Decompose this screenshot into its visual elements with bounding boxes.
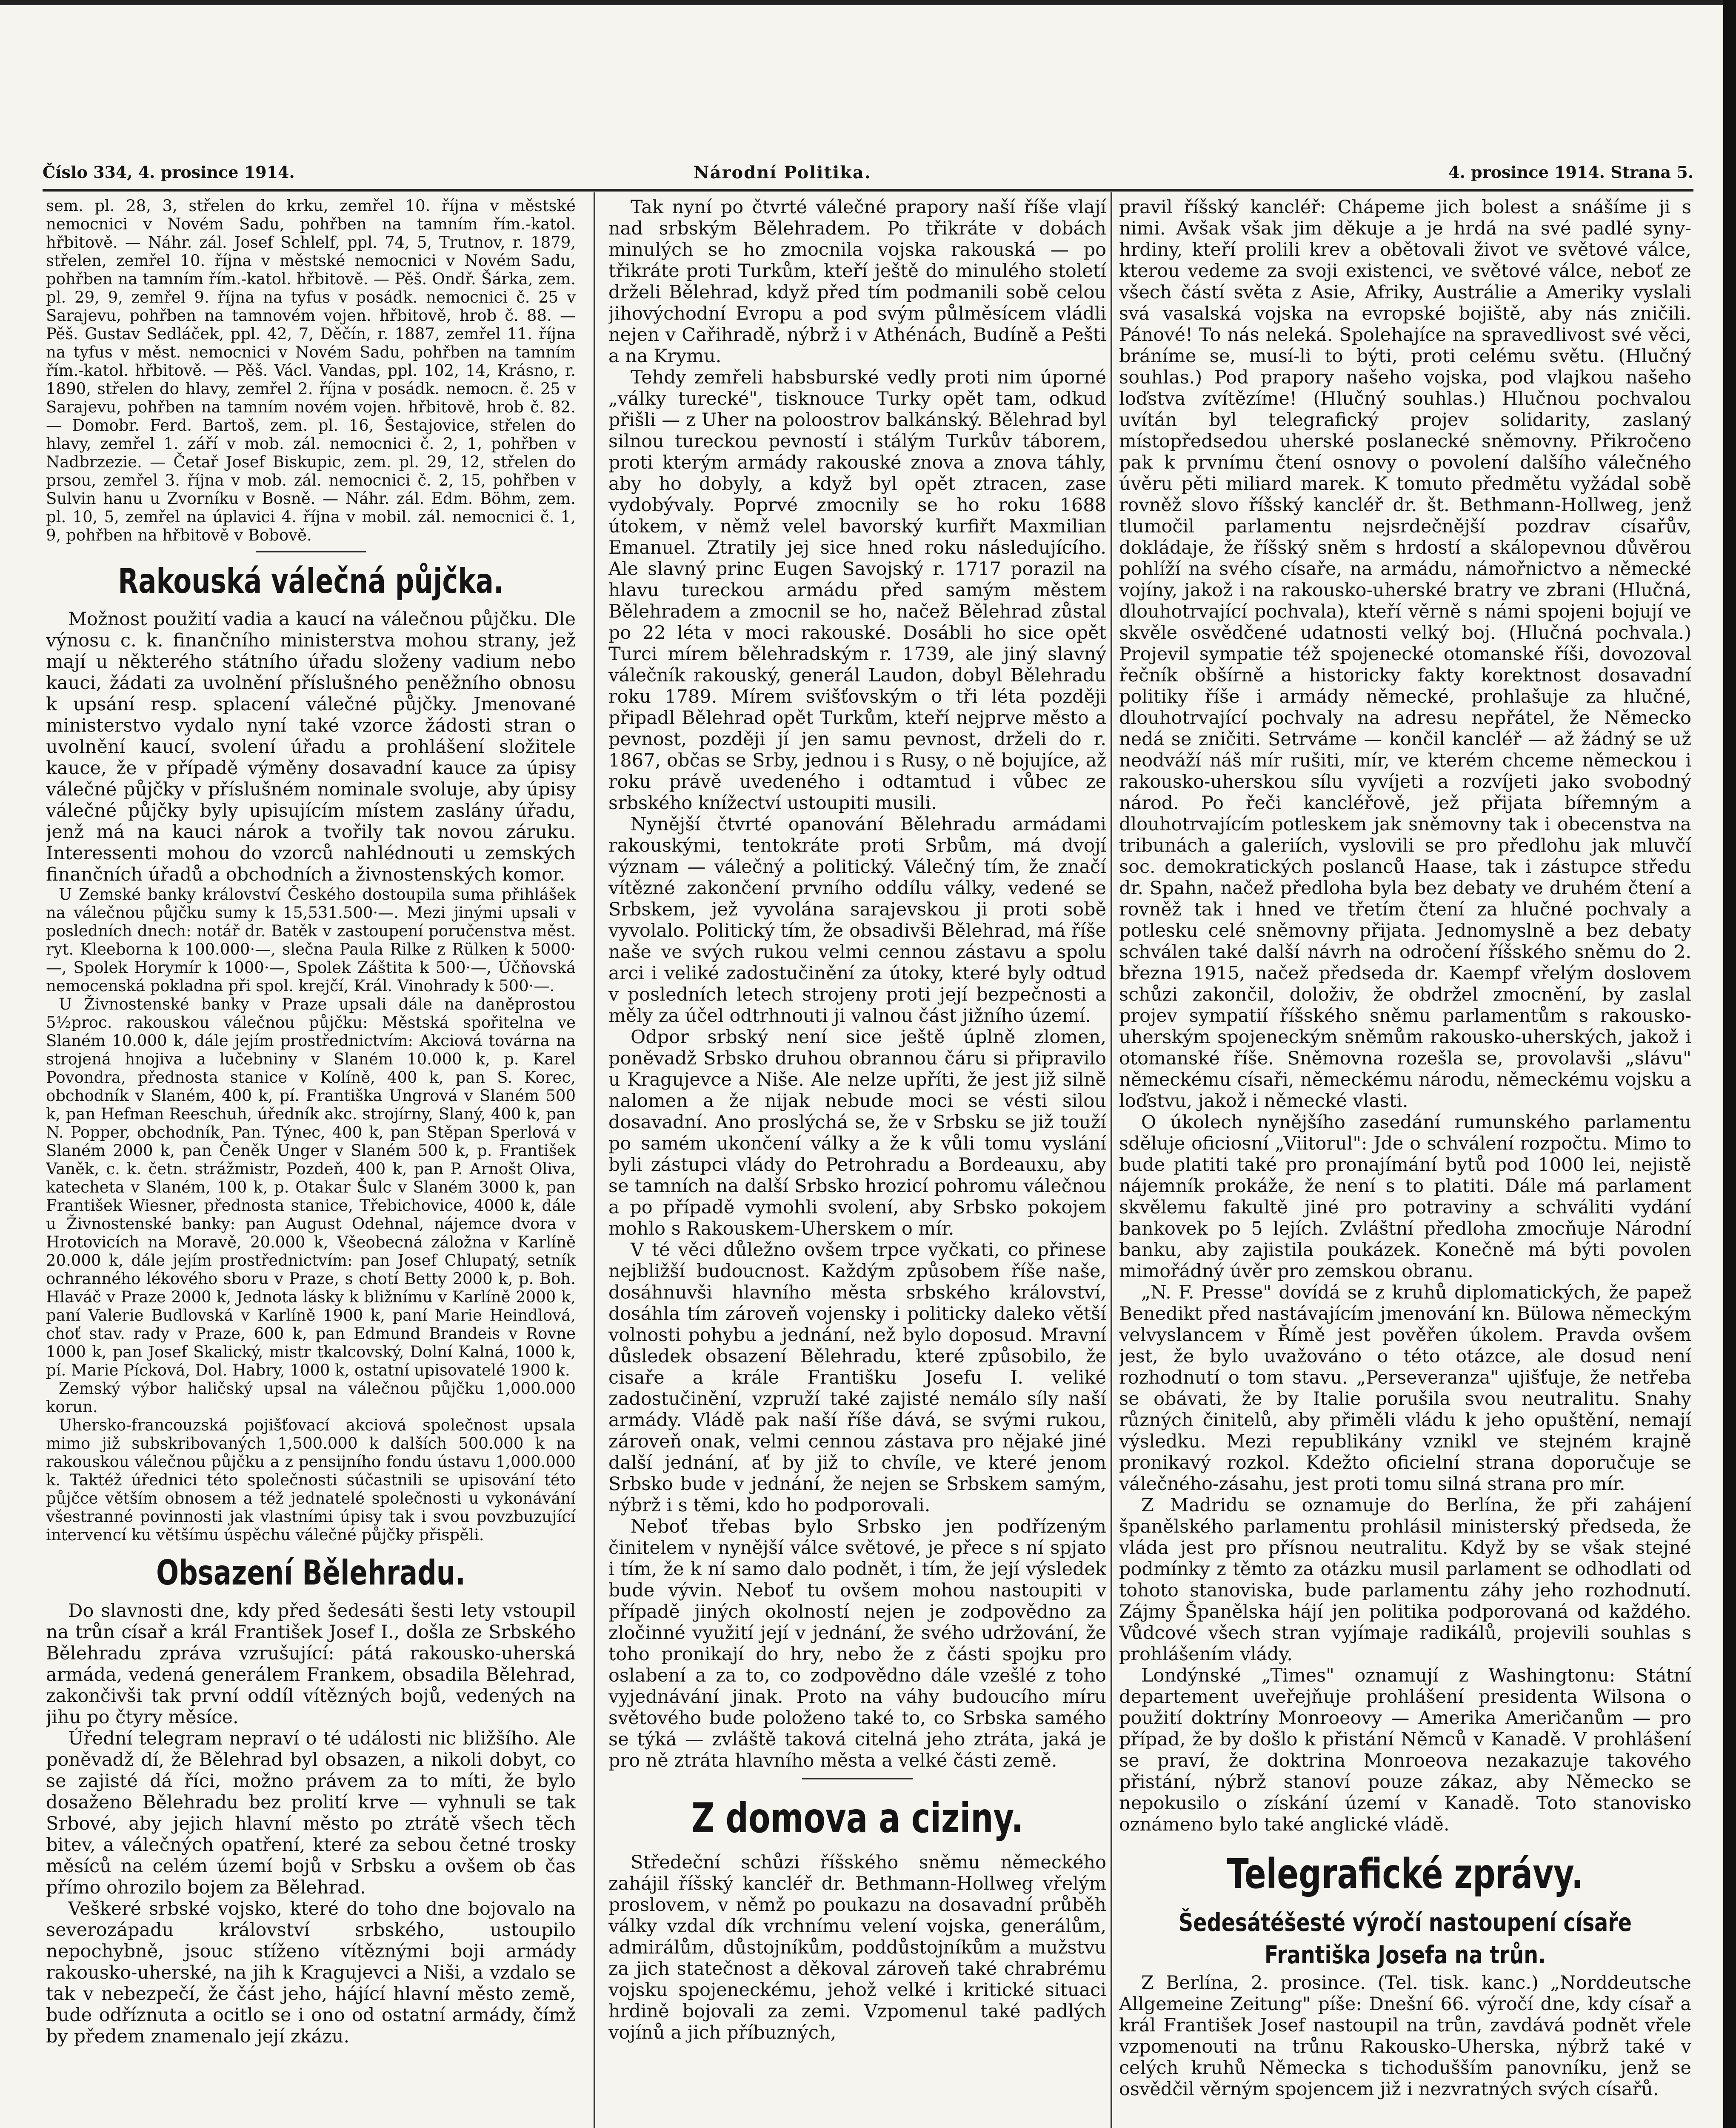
telegraph-subheading: Šedesátéšesté výročí nastoupení císaře [1179, 1908, 1632, 1937]
column-divider-2 [1111, 192, 1112, 2128]
loan-paragraph: Zemský výbor haličský upsal na válečnou půjčku 1,000.000 korun. [46, 1379, 576, 1416]
news-paragraph: Z Madridu se oznamuje do Berlína, že při zahájení španělského parlamentu prohlásil ministerský předseda, že vláda jest pro přísnou neutralitu. Když by se však stejné podmínky z těmto za otázku musil parlament se odhodlati od tohoto stanoviska, bude parlamentu záhy jeho rozhodnutí. Zájmy Španělska hájí jen politika podporovaná od každého. Vůdcové všech stran vyjímaje radikálů, projevili souhlas s prohlášením vlády. [1119, 1495, 1691, 1665]
belgrade-heading: Obsazení Bělehradu. [156, 1553, 465, 1593]
loan-paragraph: U Živnostenské banky v Praze upsali dále na daněprostou 5½proc. rakouskou válečnou půjčku: Městská spořitelna ve Slaném 10.000 k, dále jejím prostřednictvím: Akciová továrna na strojená hnojiva a lučebniny v Slaném 10.000 k, p. Karel Povondra, přednosta stanice v Kolíně, 400 k, pan S. Korec, obchodník v Slaném, 400 k, pí. Františka Ungrová v Slaném 500 k, pan Hefman Reeschuh, úředník akc. strojírny, Slaný, 400 k, pan N. Popper, obchodník, Pan. Týnec, 400 k, pan Stěpan Sperlová v Slaném 2000 k, pan Čeněk Unger v Slaném 500 k, p. František Vaněk, c. k. četn. strážmistr, Pozdeň, 400 k, pan P. Arnošt Oliva, katecheta v Slaném, 100 k, p. Otakar Šulc v Slaném 3000 k, pan František Wiesner, přednosta stanice, Třebichovice, 4000 k, dále u Živnostenské banky: pan August Odehnal, nájemce dvora v Hrotovicích na Moravě, 20.000 k, Všeobecná záložna v Karlíně 20.000 k, dále jejím prostřednictvím: pan Josef Chlupatý, setník ochranného lékového sboru v Praze, s chotí Betty 2000 k, p. Boh. Hlaváč v Praze 2000 k, Jednota lásky k bližnímu v Karlíně 2000 k, paní Valerie Budlovská v Karlíně 1900 k, paní Marie Heindlová, choť stav. rady v Praze, 600 k, pan Edmund Brandeis v Rovne 1000 k, pan Josef Skalický, mistr tkalcovský, Dolní Kalná, 1000 k, pí. Marie Pícková, Dol. Habry, 1000 k, ostatní upisovatelé 1900 k. [46, 995, 576, 1379]
belgrade-paragraph: Do slavnosti dne, kdy před šedesáti šesti lety vstoupil na trůn císař a král František Josef I., došla ze Srbského Bělehradu zpráva vzrušující: pátá rakousko-uherská armáda, vedená generálem Frankem, obsadila Bělehrad, zakončivši tak první oddíl vítězných bojů, vedených na jihu po čtyry měsíce. [46, 1600, 576, 1728]
header-rule [43, 189, 1693, 192]
obituary-list [46, 197, 576, 544]
column-divider-1 [594, 192, 595, 2128]
telegraph-subheading: Františka Josefa na trůn. [1264, 1940, 1546, 1969]
telegraph-paragraph: Z Berlína, 2. prosince. (Tel. tisk. kanc.) „Norddeutsche Allgemeine Zeitung" píše: Dnešní 66. výročí dne, kdy císař a král František Josef nastoupil na trůn, zavdává podnět vřele vzpomenouti na trůnu Rakousko-Uherska, nýbrž také v celých kruhů Německa s tichodušším panovníku, jenž se osvědčil věrným spojencem již i nezvratných svých císařů. [1119, 1972, 1691, 2100]
news-paragraph: pravil říšský kancléř: Chápeme jich bolest a snášíme ji s nimi. Avšak však jim děkuje a je hrdá na své padlé syny-hrdiny, kteří prolili krev a obětovali život ve světové válce, kterou vedeme za svoji existenci, ve světové válce, neboť ze všech částí světa z Asie, Afriky, Austrálie a Ameriky vyslali svá vasalská vojska na evropské bojiště, aby nás zničili. Pánové! To nás neleká. Spolehajíce na spravedlivost své věci, bráníme se, musí-li to býti, proti celému světu. (Hlučný souhlas.) Pod prapory našeho vojska, pod vlajkou našeho loďstva zvítězíme! (Hlučný souhlas.) Hlučnou pochvalou uvítán byl telegrafický projev solidarity, zaslaný místopředsedou uherské poslanecké sněmovny. Přikročeno pak k prvnímu čtení osnovy o povolení dalšího válečného úvěru pěti miliard marek. K tomuto předmětu vyžádal sobě rovněž slovo říšský kancléř dr. št. Bethmann-Hollweg, jenž tlumočil parlamentu nejsrdečnější pozdrav císařův, dokládaje, že říšský sněm s hrdostí a skálopevnou důvěrou pohlíží na svého císaře, na armádu, námořnictvo a německé vojíny, jakož i na rakousko-uherské bratry ve zbrani (Hlučná, dlouhotrvající pochvala), kteří věrně s námi spojeni bojují ve skvěle osvědčené udatnosti velký boj. (Hlučná pochvala.) Projevil sympatie též spojenecké otomanské říši, dovozoval řečník obšírně a historicky fakty korektnost dosavadní politiky říše i armády německé, prohlašuje za hlučné, dlouhotrvající pochvaly na adresu nepřátel, že Německo nedá se zničiti. Setrváme — končil kancléř — až žádný se už neodváží náš mír rušiti, mír, ve kterém chceme německou i rakousko-uherskou sílu vyvíjeti a rozvíjeti jako svobodný národ. Po řeči kancléřově, jež přijata bířemným a dlouhotrvajícím potleskem jak sněmovny tak i obecenstva na tribunách a galeriích, vyslovili se pro předlohu jak mluvčí soc. demokratických poslanců Haase, tak i zástupce středu dr. Spahn, načež předloha byla bez debaty ve druhém čtení a rovněž tak i hned ve třetím čtení za hlučné pochvaly a potlesku celé sněmovny přijata. Jednomyslně a bez debaty schválen také další návrh na odročení říšského sněmu do 2. března 1915, načež předseda dr. Kaempf vřelým doslovem schůzi zakončil, doloživ, že obdržel zmocnění, by zaslal projev sympatií říšského sněmu parlamentům s rakousko-uherským spojeneckým sněmům rakousko-uherských, jakož i otomanské říše. Sněmovna rozešla se, provolavši „slávu" německému císaři, německému národu, německému vojsku a loďstvu, jakož i německé vlasti. [1119, 197, 1691, 1112]
loan-paragraph: Možnost použití vadia a kaucí na válečnou půjčku. Dle výnosu c. k. finančního ministerstva mohou strany, jež mají u některého státního úřadu složeny vadium nebo kauci, žádati za uvolnění příslušného peněžního obnosu k upsání resp. splacení válečné půjčky. Jmenované ministerstvo vydalo nyní také vzorce žádosti stran o uvolnění kaucí, svolení úřadu a prohlášení složitele kauce, že v případě výměny dosavadní kauce za úpisy válečné půjčky v příslušném nominale svoluje, aby úpisy válečné půjčky byly upisujícím místem zaslány úřadu, jenž má na kauci nárok a tvořily tak novou záruku. Interessenti mohou do vzorců nahlédnouti u zemských finančních úřadů a obchodních a živnostenských komor. [46, 609, 576, 885]
news-paragraph: O úkolech nynějšího zasedání rumunského parlamentu sděluje oficiosní „Viitorul": Jde o schválení rozpočtu. Mimo to bude platiti také pro pronajímání bytů pod 1000 lei, nejistě nájemník prokáže, že není s to platiti. Dále má parlament skvělemu fakultě jiné pro potraviny a schváliti vydání bankovek po 5 lejích. Zvláštní předloha zmocňuje Národní banku, aby zajistila poukázek. Konečně má býti povolen mimořádný úvěr pro zemskou obranu. [1119, 1112, 1691, 1282]
news-paragraph: Středeční schůzi říšského sněmu německého zahájil říšský kancléř dr. Bethmann-Hollweg vřelým proslovem, v němž po poukazu na dosavadní průběh války vzdal dík vrchnímu velení vojska, generálům, admirálům, důstojníkům, poddůstojníkům a mužstvu za jich statečnost a děkoval zároveň také chrabrému vojsku spojeneckému, jehož velké i kritické situaci hrdině bojovali za zemi. Vzpomenul také padlých vojínů a jich příbuzných, [608, 1852, 1106, 2043]
war-loan-heading: Rakouská válečná půjčka. [118, 561, 504, 601]
issue-number: Číslo 334, 4. prosince 1914. [43, 163, 295, 182]
section-rule [802, 1778, 913, 1779]
section-rule [256, 551, 366, 552]
page-date-number: 4. prosince 1914. Strana 5. [1448, 163, 1693, 182]
belgrade-paragraph: Veškeré srbské vojsko, které do toho dne bojovalo na severozápadu království srbského, ustoupilo nepochybně, jsouc stíženo vítěznými boji armády rakousko-uherské, na jih k Kragujevci a Niši, a vzdalo se tak v nebezpečí, že část jeho, hájící hlavní město země, bude odříznuta a ocitlo se i ono od ostatní armády, čímž by předem znamenalo její zkázu. [46, 1898, 576, 2047]
home-abroad-heading: Z domova a ciziny. [691, 1794, 1023, 1842]
loan-paragraph: U Zemské banky království Českého dostoupila suma přihlášek na válečnou půjčku sumy k 15,531.500·—. Mezi jinými upsali v posledních dnech: notář dr. Batěk v zastoupení poručenstva měst. ryt. Kleeborna k 100.000·—, slečna Paula Rilke z Rülken k 5000·—, Spolek Horymír k 1000·—, Spolek Záštita k 500·—, Účňovská nemocenská pokladna při spol. krejčí, Král. Vinohrady k 500·—. [46, 885, 576, 995]
belgrade-paragraph: Úřední telegram nepraví o té události nic bližšího. Ale poněvadž dí, že Bělehrad byl obsazen, a nikoli dobyt, co se zajisté dá říci, možno právem za to míti, že bylo dosaženo Bělehradu bez prolití krve — vyhnuli se tak Srbové, aby jejich hlavní město po ztrátě všech těch bitev, a válečných opatření, které za sebou četné trosky měsíců na celém území bojů v Srbsku a ovšem ob čas přímo ohrozilo bojem za Bělehrad. [46, 1728, 576, 1898]
loan-paragraph: Uhersko-francouzská pojišťovací akciová společnost upsala mimo již subskribovaných 1,500.000 k dalších 500.000 k na rakouskou válečnou půjčku a z pensijního fondu ústavu 1,000.000 k. Taktéž úřednici této společnosti súčastnili se upisování této půjčce větším obnosem a též jednatelé společnosti u vykonávání všestranné povinnosti jak vlastními úpisy tak i svou povzbuzující intervencí ku většímu úspěchu válečné půjčky přispěli. [46, 1416, 576, 1544]
page-header [43, 163, 1693, 188]
article-paragraph: Odpor srbský není sice ještě úplně zlomen, poněvadž Srbsko druhou obrannou čáru si připravilo u Kragujevce a Niše. Ale nelze upříti, že jest již silně nalomen a že nijak nebude moci se vésti silou dosavadní. Ano proslýchá se, že v Srbsku se již touží po samém ukončení války a že k vůli tomu vyslání byli zástupci vlády do Petrohradu a Bordeauxu, aby se tamních na další Srbsko hrozicí pohromu válečnou a po případě vymohli svolení, aby Srbsko pokojem mohlo s Rakouskem-Uherskem o mír. [608, 1027, 1106, 1239]
article-paragraph: Tehdy zemřeli habsburské vedly proti nim úporné „války turecké", tisknouce Turky opět tam, odkud přišli — z Uher na poloostrov balkánský. Bělehrad byl silnou tureckou pevností i stálým Turkův táborem, proti kterým armády rakouské znova a znova táhly, aby ho dobyly, a když byl opět ztracen, zase vydobývaly. Poprvé zmocnily se ho roku 1688 útokem, v němž velel bavorský kurfiřt Maxmilian Emanuel. Ztratily jej sice hned roku následujícího. Ale slavný princ Eugen Savojský r. 1717 porazil na hlavu tureckou armádu před samým městem Bělehradem a zmocnil se ho, načež Bělehrad zůstal po 22 léta v moci rakouské. Dosábli ho sice opět Turci mírem bělehradským r. 1739, ale jiný slavný válečník rakouský, generál Laudon, dobyl Bělehradu roku 1789. Mírem svišťovským o tři léta později připadl Bělehrad opět Turkům, kteří nejprve město a pevnost, později jí jen samu pevnost, drželi do r. 1867, občas se Srby, jednou i s Rusy, o ně bojujíce, až roku právě uvedeného i odtamtud i vůbec ze srbského knížectví ustoupiti musili. [608, 367, 1106, 814]
loan-subscriptions [46, 885, 576, 1544]
scan-right-edge [1723, 0, 1736, 2128]
column-2 [608, 197, 1106, 2128]
article-paragraph: Neboť třebas bylo Srbsko jen podřízeným činitelem v nynější válce světové, je přece s ní spjato i tím, že k ní samo dalo podnět, i tím, že její výsledek bude vývin. Neboť tu ovšem mohou nastoupiti v případě jiných okolností nejen je zodpovědno za zločinné využití její v jednání, že svého udržování, že toho pronikají do hry, nebo že z části spojku pro oslabení a za to, co zodpovědno dále vzešlé z toho vyjednávání jinak. Proto na váhy budoucího míru světového bude položeno také to, co Srbska samého se týká — zvláště taková citelná jeho ztráta, jaká je pro ně ztráta hlavního města a velké části země. [608, 1516, 1106, 1771]
news-paragraph: Londýnské „Times" oznamují z Washingtonu: Státní departement uveřejňuje prohlášení presidenta Wilsona o použití doktríny Monroeovy — Amerika Američanům — pro případ, že by došlo k přistání Němců v Kanadě. V prohlášení se praví, že doktrina Monroeova nezakazuje takového přistání, nýbrž stanoví pouze zákaz, aby Německo se nepokusilo o získání území v Kanadě. Toto stanovisko oznámeno bylo také anglické vládě. [1119, 1665, 1691, 1835]
news-paragraph: „N. F. Presse" dovídá se z kruhů diplomatických, že papež Benedikt před nastávajícím jmenování kn. Bülowa německým velvyslancem v Římě jest pověřen úkolem. Pravda ovšem jest, že bylo uvažováno o této otázce, ale dosud není rozhodnutí o tom stavu. „Perseveranza" ujišťuje, že netřeba se obávati, že by Italie porušila svou neutralitu. Snahy různých činitelů, aby přiměli vládu k jeho opuštění, nemají výsledku. Mezi republikány vznikl ve stejném krajně pronikavý rozkol. Kdežto oficielní strana doporučuje se válečného-zásahu, jest proti tomu silná strana pro mír. [1119, 1282, 1691, 1495]
article-paragraph: Tak nyní po čtvrté válečné prapory naší říše vlají nad srbským Bělehradem. Po třikráte v dobách minulých se ho zmocnila vojska rakouská — po třikráte proti Turkům, kteří ještě do minulého století drželi Bělehrad, když před tím podmanili sobě celou jihovýchodní Evropu a pod svým půlměsícem vládli nejen v Cařihradě, nýbrž i v Athénách, Budíně a Pešti a na Krymu. [608, 197, 1106, 367]
column-3 [1119, 197, 1691, 2128]
article-paragraph: Nynější čtvrté opanování Bělehradu armádami rakouskými, tentokráte proti Srbům, má dvojí význam — válečný a politický. Válečný tím, že značí vítězné zakončení prvního oddílu války, vedené se Srbskem, jež vyvolána sarajevskou ji proti sobě vyvolalo. Politický tím, že obsadivši Bělehrad, má říše naše ve svých rukou velmi cennou zástavu a spolu arci i veliké zadostučinění za útoky, které byly odtud v posledních letech strojeny proti její bezpečnosti a měly za účel odtrhnouti ji valnou část jižního území. [608, 814, 1106, 1027]
telegraph-heading: Telegrafické zprávy. [1227, 1850, 1584, 1898]
article-paragraph: V té věci důležno ovšem trpce vyčkati, co přinese nejbližší budoucnost. Každým způsobem říše naše, dosáhnuvši hlavního města srbského království, dosáhla tím zároveň vojensky i politicky daleko větší volnosti pohybu a jednání, než bylo doposud. Mravní důsledek obsazení Bělehradu, které způsobilo, že cisaře a krále Františku Josefu I. veliké zadostučinění, vzpruží také zajisté nemálo síly naší armády. Vládě pak naší říše dává, se svými rukou, zároveň onak, velmi cennou zástava pro nějaké jiné další jednání, ať by již to chvíle, ve které jenom Srbsko bude v jednání, že nejen se Srbskem samým, nýbrž i s těmi, kdo ho podporovali. [608, 1239, 1106, 1516]
obituary-text: sem. pl. 28, 3, střelen do krku, zemřel 10. října v městské nemocnici v Novém Sadu, pohřben na tamním řím.-katol. hřbitově. — Náhr. zál. Josef Schlelf, ppl. 74, 5, Trutnov, r. 1879, střelen, zemřel 10. října v městské nemocnici v Novém Sadu, pohřben na tamním řím.-katol. hřbitově. — Pěš. Ondř. Šárka, zem. pl. 29, 9, zemřel 9. října na tyfus v posádk. nemocnici č. 25 v Sarajevu, pohřben na tamnovém vojen. hřbitově, hrob č. 88. — Pěš. Gustav Sedláček, ppl. 42, 7, Děčín, r. 1887, zemřel 11. října na tyfus v měst. nemocnici v Novém Sadu, pohřben na tamním řím.-katol. hřbitově. — Pěš. Václ. Vandas, ppl. 102, 14, Krásno, r. 1890, střelen do hlavy, zemřel 2. října v posádk. nemocn. č. 25 v Sarajevu, pohřben na tamním novém vojen. hřbitově, hrob č. 82. — Domobr. Ferd. Bartoš, zem. pl. 16, Šestajovice, střelen do hlavy, zemřel 1. září v mob. zál. nemocnici č. 2, 1, pohřben v Nadbrzezie. — Četař Josef Biskupic, zem. pl. 29, 12, střelen do prsou, zemřel 3. října v mob. zál. nemocnici č. 2, 15, pohřben v Sulvin hanu u Zvorníku v Bosně. — Náhr. zál. Edm. Böhm, zem. pl. 10, 5, zemřel na úplavici 4. října v mobil. zál. nemocnici č. 1, 9, pohřben na hřbitově v Bobově. [46, 197, 576, 544]
masthead-title: Národní Politika. [694, 163, 871, 183]
scan-top-edge [0, 0, 1736, 5]
column-1 [46, 197, 576, 2128]
